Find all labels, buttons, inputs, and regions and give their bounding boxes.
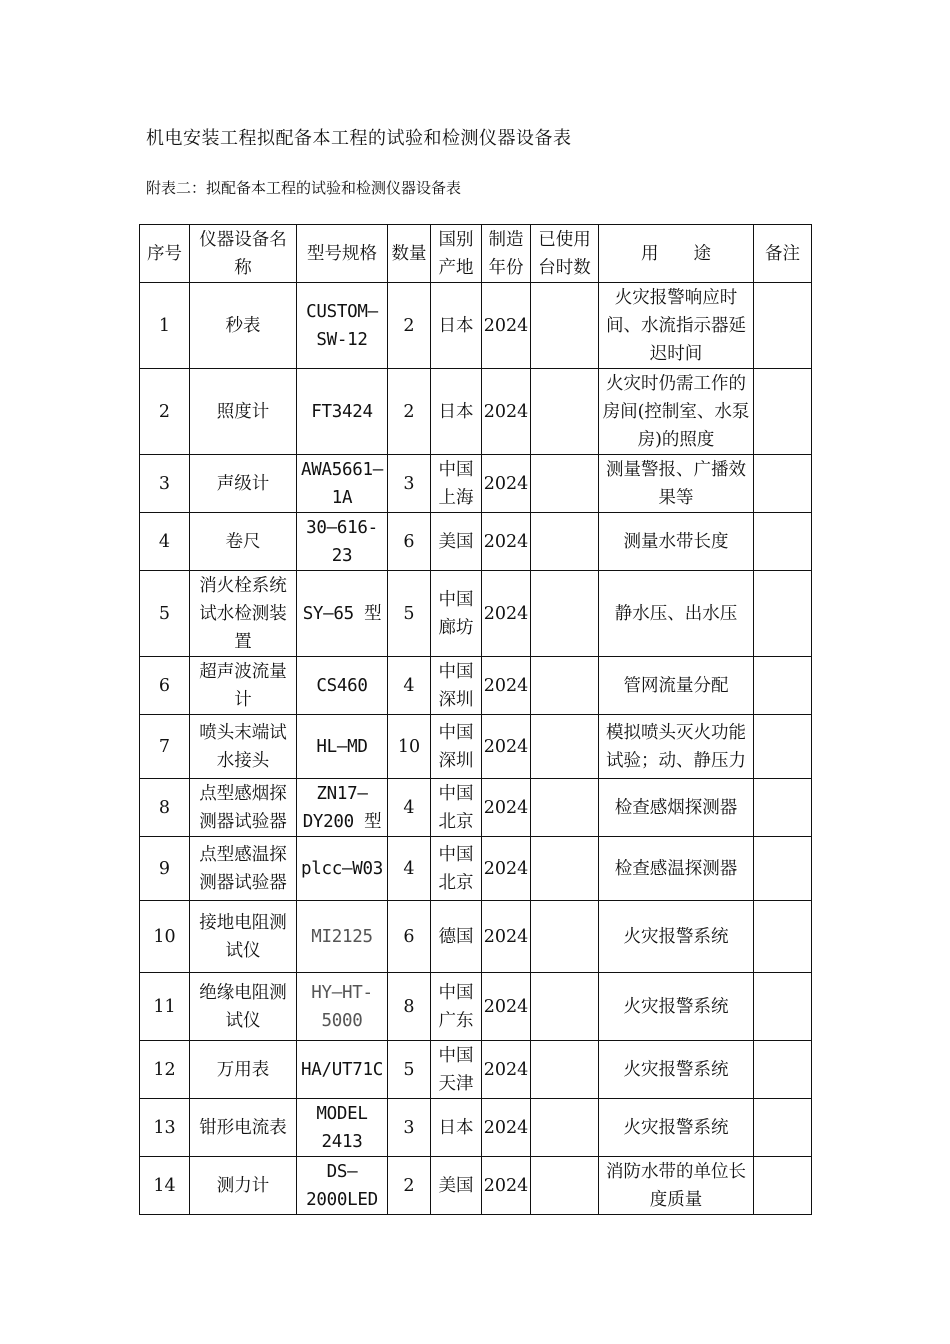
- cell-no: 1: [140, 283, 190, 369]
- table-row: [140, 369, 812, 455]
- cell-remark: [754, 901, 812, 973]
- cell-hours: [531, 1157, 599, 1215]
- cell-use: 火灾时仍需工作的房间(控制室、水泵房)的照度: [599, 369, 754, 455]
- cell-origin: 日本: [431, 369, 482, 455]
- cell-hours: [531, 715, 599, 779]
- cell-model: HL—MD: [297, 715, 388, 779]
- table-row: [140, 571, 812, 657]
- cell-model: AWA5661—1A: [297, 455, 388, 513]
- cell-use: 测量警报、广播效果等: [599, 455, 754, 513]
- cell-no: 4: [140, 513, 190, 571]
- cell-name: 声级计: [190, 455, 297, 513]
- cell-qty: 2: [388, 1157, 431, 1215]
- cell-qty: 2: [388, 369, 431, 455]
- equipment-table: [139, 224, 812, 1215]
- cell-qty: 3: [388, 455, 431, 513]
- cell-qty: 4: [388, 779, 431, 837]
- cell-model: plcc—W03: [297, 837, 388, 901]
- cell-hours: [531, 837, 599, 901]
- cell-year: 2024: [482, 571, 531, 657]
- table-caption: 附表二：拟配备本工程的试验和检测仪器设备表: [146, 179, 462, 197]
- cell-origin: 德国: [431, 901, 482, 973]
- cell-use: 火灾报警系统: [599, 973, 754, 1041]
- cell-origin: 中国深圳: [431, 657, 482, 715]
- cell-model: SY—65 型: [297, 571, 388, 657]
- table-row: [140, 973, 812, 1041]
- cell-use: 静水压、出水压: [599, 571, 754, 657]
- cell-qty: 3: [388, 1099, 431, 1157]
- cell-name: 消火栓系统试水检测装置: [190, 571, 297, 657]
- cell-name: 点型感温探测器试验器: [190, 837, 297, 901]
- cell-hours: [531, 901, 599, 973]
- cell-model: MI2125: [297, 901, 388, 973]
- header-model: 型号规格: [297, 225, 388, 283]
- cell-use: 火灾报警系统: [599, 901, 754, 973]
- cell-use: 检查感温探测器: [599, 837, 754, 901]
- cell-model: DS—2000LED: [297, 1157, 388, 1215]
- cell-year: 2024: [482, 973, 531, 1041]
- cell-remark: [754, 283, 812, 369]
- cell-qty: 2: [388, 283, 431, 369]
- cell-no: 8: [140, 779, 190, 837]
- cell-origin: 中国上海: [431, 455, 482, 513]
- cell-use: 火灾报警系统: [599, 1099, 754, 1157]
- cell-remark: [754, 837, 812, 901]
- cell-origin: 美国: [431, 513, 482, 571]
- cell-remark: [754, 455, 812, 513]
- cell-no: 12: [140, 1041, 190, 1099]
- cell-year: 2024: [482, 779, 531, 837]
- cell-name: 点型感烟探测器试验器: [190, 779, 297, 837]
- cell-hours: [531, 283, 599, 369]
- cell-no: 9: [140, 837, 190, 901]
- table-row: [140, 715, 812, 779]
- cell-hours: [531, 513, 599, 571]
- cell-qty: 10: [388, 715, 431, 779]
- cell-no: 7: [140, 715, 190, 779]
- cell-use: 消防水带的单位长度质量: [599, 1157, 754, 1215]
- cell-model: HY—HT-5000: [297, 973, 388, 1041]
- cell-model: MODEL 2413: [297, 1099, 388, 1157]
- cell-no: 5: [140, 571, 190, 657]
- cell-name: 钳形电流表: [190, 1099, 297, 1157]
- cell-no: 10: [140, 901, 190, 973]
- cell-use: 火灾报警系统: [599, 1041, 754, 1099]
- cell-hours: [531, 1041, 599, 1099]
- header-use: 用 途: [599, 225, 754, 283]
- header-no: 序号: [140, 225, 190, 283]
- header-origin: 国别产地: [431, 225, 482, 283]
- cell-name: 万用表: [190, 1041, 297, 1099]
- cell-model: ZN17—DY200 型: [297, 779, 388, 837]
- cell-origin: 中国廊坊: [431, 571, 482, 657]
- cell-year: 2024: [482, 657, 531, 715]
- document-title: 机电安装工程拟配备本工程的试验和检测仪器设备表: [146, 128, 572, 149]
- header-qty: 数量: [388, 225, 431, 283]
- cell-remark: [754, 779, 812, 837]
- cell-qty: 4: [388, 837, 431, 901]
- cell-remark: [754, 513, 812, 571]
- cell-no: 3: [140, 455, 190, 513]
- header-row: [140, 225, 812, 283]
- cell-hours: [531, 455, 599, 513]
- cell-year: 2024: [482, 369, 531, 455]
- table-row: [140, 455, 812, 513]
- cell-origin: 中国北京: [431, 779, 482, 837]
- table-row: [140, 779, 812, 837]
- cell-remark: [754, 1099, 812, 1157]
- cell-model: FT3424: [297, 369, 388, 455]
- cell-use: 火灾报警响应时间、水流指示器延迟时间: [599, 283, 754, 369]
- cell-year: 2024: [482, 715, 531, 779]
- cell-origin: 中国深圳: [431, 715, 482, 779]
- cell-origin: 中国北京: [431, 837, 482, 901]
- cell-origin: 日本: [431, 1099, 482, 1157]
- cell-qty: 5: [388, 571, 431, 657]
- table-row: [140, 901, 812, 973]
- cell-origin: 日本: [431, 283, 482, 369]
- cell-hours: [531, 657, 599, 715]
- cell-use: 模拟喷头灭火功能试验；动、静压力: [599, 715, 754, 779]
- cell-model: CUSTOM—SW-12: [297, 283, 388, 369]
- cell-no: 13: [140, 1099, 190, 1157]
- cell-qty: 8: [388, 973, 431, 1041]
- cell-name: 喷头末端试水接头: [190, 715, 297, 779]
- cell-use: 测量水带长度: [599, 513, 754, 571]
- cell-origin: 美国: [431, 1157, 482, 1215]
- cell-qty: 6: [388, 901, 431, 973]
- table-row: [140, 1099, 812, 1157]
- cell-hours: [531, 973, 599, 1041]
- header-hours: 已使用台时数: [531, 225, 599, 283]
- cell-remark: [754, 657, 812, 715]
- cell-year: 2024: [482, 1157, 531, 1215]
- cell-name: 绝缘电阻测试仪: [190, 973, 297, 1041]
- cell-year: 2024: [482, 901, 531, 973]
- cell-qty: 5: [388, 1041, 431, 1099]
- table-row: [140, 657, 812, 715]
- cell-name: 卷尺: [190, 513, 297, 571]
- cell-qty: 6: [388, 513, 431, 571]
- table-row: [140, 283, 812, 369]
- cell-model: CS460: [297, 657, 388, 715]
- header-year: 制造年份: [482, 225, 531, 283]
- cell-use: 管网流量分配: [599, 657, 754, 715]
- cell-remark: [754, 1157, 812, 1215]
- table-row: [140, 1157, 812, 1215]
- cell-use: 检查感烟探测器: [599, 779, 754, 837]
- header-remark: 备注: [754, 225, 812, 283]
- cell-hours: [531, 571, 599, 657]
- cell-model: HA/UT71C: [297, 1041, 388, 1099]
- cell-year: 2024: [482, 837, 531, 901]
- cell-no: 11: [140, 973, 190, 1041]
- cell-no: 14: [140, 1157, 190, 1215]
- cell-name: 接地电阻测试仪: [190, 901, 297, 973]
- cell-origin: 中国天津: [431, 1041, 482, 1099]
- cell-year: 2024: [482, 283, 531, 369]
- cell-remark: [754, 369, 812, 455]
- cell-hours: [531, 779, 599, 837]
- table-row: [140, 837, 812, 901]
- cell-name: 测力计: [190, 1157, 297, 1215]
- cell-year: 2024: [482, 513, 531, 571]
- cell-remark: [754, 1041, 812, 1099]
- cell-year: 2024: [482, 1099, 531, 1157]
- cell-origin: 中国广东: [431, 973, 482, 1041]
- cell-name: 照度计: [190, 369, 297, 455]
- cell-remark: [754, 571, 812, 657]
- cell-name: 秒表: [190, 283, 297, 369]
- cell-year: 2024: [482, 455, 531, 513]
- cell-remark: [754, 715, 812, 779]
- cell-remark: [754, 973, 812, 1041]
- cell-name: 超声波流量计: [190, 657, 297, 715]
- cell-hours: [531, 1099, 599, 1157]
- table-row: [140, 513, 812, 571]
- table-row: [140, 1041, 812, 1099]
- cell-hours: [531, 369, 599, 455]
- cell-no: 6: [140, 657, 190, 715]
- cell-qty: 4: [388, 657, 431, 715]
- cell-model: 30—616-23: [297, 513, 388, 571]
- cell-no: 2: [140, 369, 190, 455]
- header-name: 仪器设备名称: [190, 225, 297, 283]
- cell-year: 2024: [482, 1041, 531, 1099]
